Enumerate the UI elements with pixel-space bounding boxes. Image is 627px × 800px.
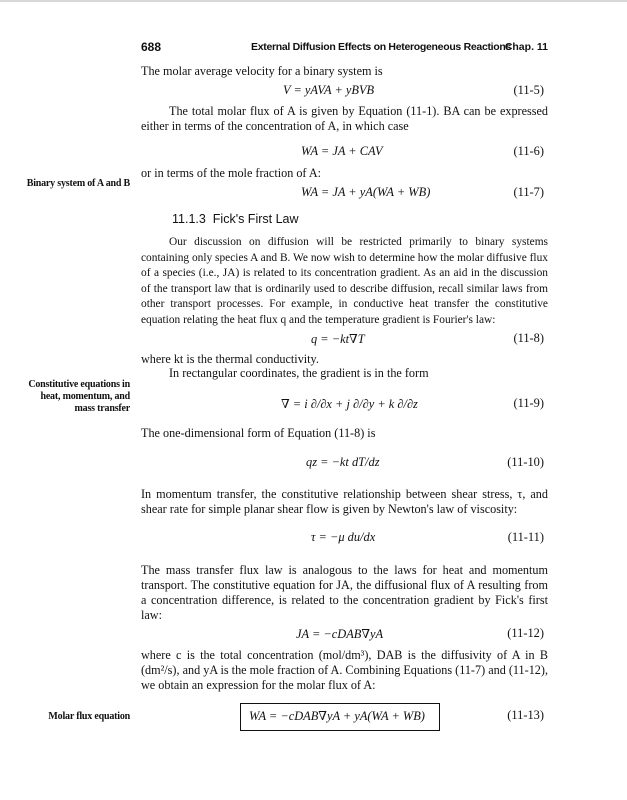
equation-11-8 xyxy=(141,327,548,351)
equation-number: (11-9) xyxy=(513,396,544,410)
paragraph-one-dimensional: The one-dimensional form of Equation (11-8) is xyxy=(141,426,376,440)
paragraph-rectangular: In rectangular coordinates, the gradient is in the form xyxy=(169,366,429,380)
paragraph-momentum: In momentum transfer, the constitutive relationship between shear stress, τ, and shear rate for simple planar shear flow is given by Newton's law of viscosity: xyxy=(141,487,548,516)
equation-number: (11-7) xyxy=(513,185,544,199)
paragraph-where-c: where c is the total concentration (mol/dm³), DAB is the diffusivity of A in B (dm²/s), and yA is the mole fraction of A. Combining Equations (11-7) and (11-12), we obtain an expression for the molar flux of A: xyxy=(141,648,548,692)
paragraph-mass-transfer: The mass transfer flux law is analogous to the laws for heat and momentum transport. The constitutive equation for JA, the diffusional flux of A resulting from a concentration difference, is related to the concentration gradient by Fick's first law: xyxy=(141,563,548,622)
page-number: 688 xyxy=(141,40,162,54)
equation-11-7 xyxy=(141,181,548,205)
equation-number: (11-5) xyxy=(513,83,544,97)
page-top-rule xyxy=(0,0,627,2)
paragraph-total-flux: The total molar flux of A is given by Equation (11-1). BA can be expressed either in terms of the concentration of A, in which case xyxy=(141,104,548,133)
equation-11-13 xyxy=(141,704,548,728)
equation-formula: ∇ = i ∂/∂x + j ∂/∂y + k ∂/∂z xyxy=(281,397,418,411)
equation-number: (11-12) xyxy=(507,626,544,640)
paragraph-where-k: where kt is the thermal conductivity. xyxy=(141,352,319,366)
equation-11-10 xyxy=(141,444,548,478)
equation-formula: τ = −μ du/dx xyxy=(311,530,376,544)
section-heading xyxy=(172,212,299,226)
equation-11-6 xyxy=(141,140,548,164)
equation-number: (11-8) xyxy=(513,331,544,345)
equation-formula: WA = −cDAB∇yA + yA(WA + WB) xyxy=(249,709,425,723)
equation-number: (11-6) xyxy=(513,144,544,158)
margin-note-molar-flux: Molar flux equation xyxy=(48,711,130,722)
equation-number: (11-13) xyxy=(507,708,544,722)
equation-formula: V = yAVA + yBVB xyxy=(283,83,375,97)
equation-11-11 xyxy=(141,519,548,553)
equation-11-5 xyxy=(141,79,548,103)
running-title: External Diffusion Effects on Heterogeneous Reactions xyxy=(251,41,512,53)
paragraph-discussion: Our discussion on diffusion will be restricted primarily to binary systems containing only species A and B. We now wish to determine how the molar diffusive flux of a species (i.e., JA) is related to its concentration gradient. As an aid in the discussion of the transport law that is ordinarily used to describe diffusion, recall similar laws from other transport processes. For example, in conductive heat transfer the constitutive equation relating the heat flux q and the temperature gradient is Fourier's law: xyxy=(141,236,548,326)
paragraph-mole-fraction: or in terms of the mole fraction of A: xyxy=(141,166,322,180)
margin-note-binary-system: Binary system of A and B xyxy=(26,178,130,189)
paragraph-velocity: The molar average velocity for a binary system is xyxy=(141,64,383,78)
margin-note-constitutive: Constitutive equations in heat, momentum, and mass transfer xyxy=(28,379,130,414)
section-title: Fick's First Law xyxy=(212,212,299,226)
section-number: 11.1.3 xyxy=(172,212,206,226)
chapter-label: Chap. 11 xyxy=(504,41,548,53)
equation-formula: JA = −cDAB∇yA xyxy=(296,627,384,641)
equation-number: (11-11) xyxy=(507,530,544,544)
equation-number: (11-10) xyxy=(507,455,544,469)
equation-formula: q = −kt∇T xyxy=(311,332,365,346)
equation-formula: qz = −kt dT/dz xyxy=(306,455,380,469)
equation-formula: WA = JA + yA(WA + WB) xyxy=(301,185,431,199)
equation-11-9 xyxy=(141,385,548,419)
equation-formula: WA = JA + CAV xyxy=(301,144,383,158)
equation-11-12 xyxy=(141,622,548,646)
